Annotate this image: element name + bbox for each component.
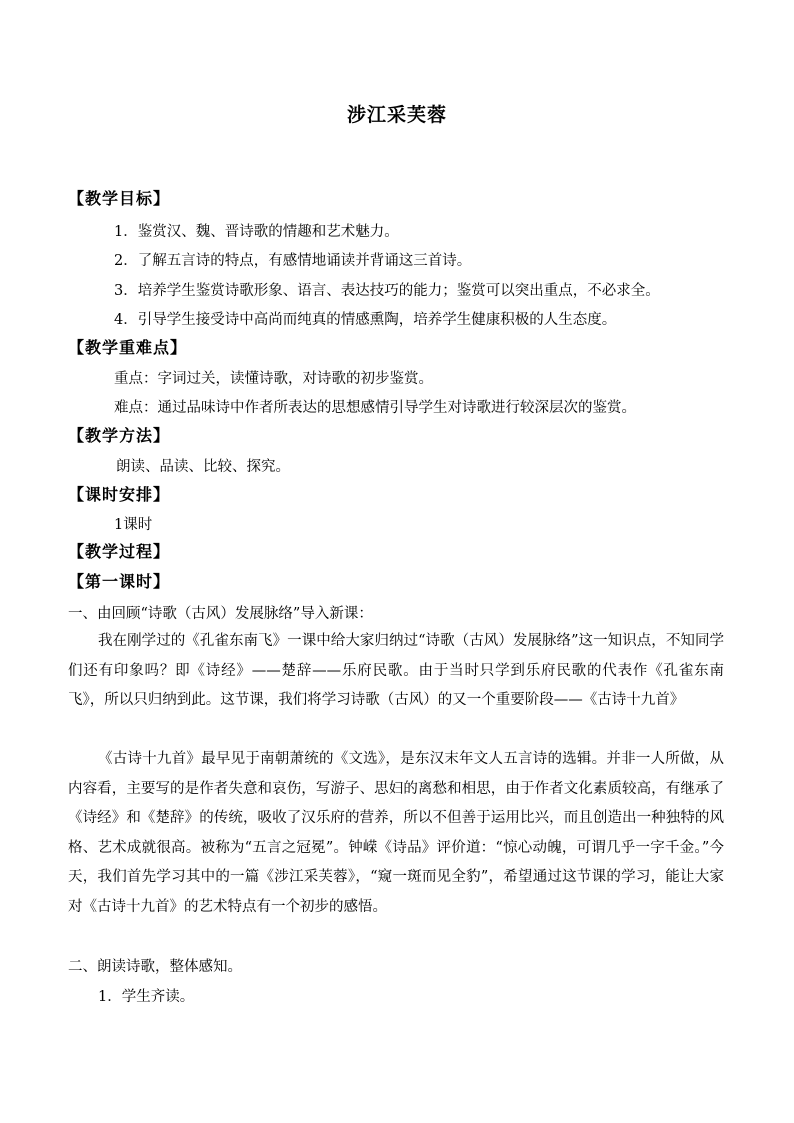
section-2-title: 二、朗读诗歌，整体感知。 [68, 959, 242, 975]
goal-item-2: 2．了解五言诗的特点，有感情地诵读并背诵这三首诗。 [114, 253, 472, 269]
section-2-item-1: 1．学生齐读。 [98, 989, 195, 1005]
goals-heading: 【教学目标】 [68, 189, 171, 208]
goal-item-1: 1．鉴赏汉、魏、晋诗歌的情趣和艺术魅力。 [114, 224, 399, 240]
schedule-heading: 【课时安排】 [68, 485, 171, 504]
schedule-text: 1课时 [114, 517, 153, 533]
document-title: 涉江采芙蓉 [346, 104, 447, 126]
section-1-paragraph-2: 《古诗十九首》最早见于南朝萧统的《文选》，是东汉末年文人五言诗的选辑。并非一人所做，从内容看，主要写的是作者失意和哀伤，写游子、思妇的离愁和相思，由于作者文化素质较高，有继承了《诗经》和《楚辞》的传统，吸收了汉乐府的营养，所以不但善于运用比兴，而且创造出一种独特的风格、艺术成就很高。被称为“五言之冠冕”。钟嵘《诗品》评价道：“惊心动魄，可谓几乎一字千金。”今天，我们首先学习其中的一篇《涉江采芙蓉》，“窥一斑而见全豹”，希望通过这节课的学习，能让大家对《古诗十九首》的艺术特点有一个初步的感悟。 [68, 751, 724, 915]
goal-item-3: 3．培养学生鉴赏诗歌形象、语言、表达技巧的能力；鉴赏可以突出重点，不必求全。 [114, 283, 660, 299]
period-heading: 【第一课时】 [68, 572, 171, 591]
section-1-paragraph-1: 我在刚学过的《孔雀东南飞》一课中给大家归纳过“诗歌（古风）发展脉络”这一知识点，不知同学们还有印象吗？即《诗经》——楚辞——乐府民歌。由于当时只学到乐府民歌的代表作《孔雀东南飞》，所以只归纳到此。这节课，我们将学习诗歌（古风）的又一个重要阶段——《古诗十九首》 [68, 633, 724, 708]
process-heading: 【教学过程】 [68, 542, 171, 561]
methods-heading: 【教学方法】 [68, 426, 171, 445]
section-1-title: 一、由回顾“诗歌（古风）发展脉络”导入新课： [68, 606, 373, 622]
keypoints-heading: 【教学重难点】 [68, 338, 188, 357]
keypoint-focus: 重点：字词过关，读懂诗歌，对诗歌的初步鉴赏。 [114, 371, 433, 387]
goal-item-4: 4．引导学生接受诗中高尚而纯真的情感熏陶，培养学生健康积极的人生态度。 [114, 312, 617, 328]
keypoint-difficulty: 难点：通过品味诗中作者所表达的思想感情引导学生对诗歌进行较深层次的鉴赏。 [114, 400, 636, 416]
methods-text: 朗读、品读、比较、探究。 [116, 459, 290, 475]
